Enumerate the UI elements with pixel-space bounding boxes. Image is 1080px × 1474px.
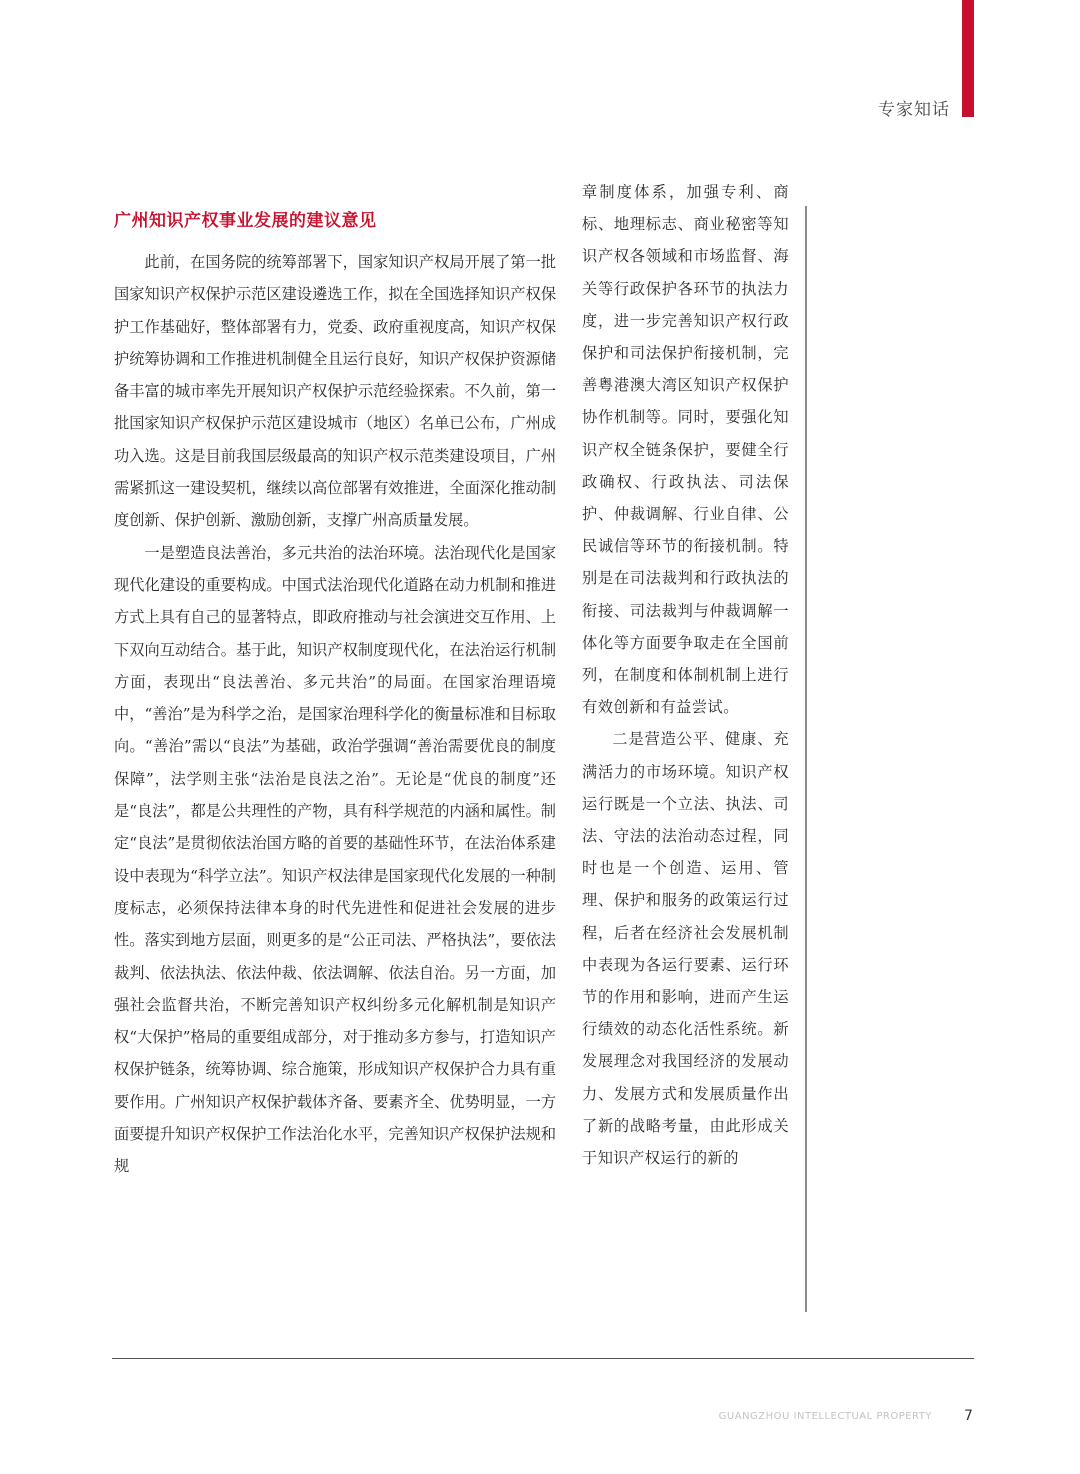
- article-title: 广州知识产权事业发展的建议意见: [114, 211, 377, 231]
- right-column: [582, 176, 789, 1174]
- section-label: 专家知话: [878, 100, 950, 120]
- header-accent-bar: [962, 0, 974, 117]
- paragraph-point-one: 一是塑造良法善治，多元共治的法治环境。法治现代化是国家现代化建设的重要构成。中国式法治现代化道路在动力机制和推进方式上具有自己的显著特点，即政府推动与社会演进交互作用、上下双向互动结合。基于此，知识产权制度现代化，在法治运行机制方面，表现出“良法善治、多元共治”的局面。在国家治理语境中，“善治”是为科学之治，是国家治理科学化的衡量标准和目标取向。“善治”需以“良法”为基础，政治学强调“善治需要优良的制度保障”，法学则主张“法治是良法之治”。无论是“优良的制度”还是“良法”，都是公共理性的产物，具有科学规范的内涵和属性。制定“良法”是贯彻依法治国方略的首要的基础性环节，在法治体系建设中表现为“科学立法”。知识产权法律是国家现代化发展的一种制度标志，必须保持法律本身的时代先进性和促进社会发展的进步性。落实到地方层面，则更多的是“公正司法、严格执法”，要依法裁判、依法执法、依法仲裁、依法调解、依法自治。另一方面，加强社会监督共治，不断完善知识产权纠纷多元化解机制是知识产权“大保护”格局的重要组成部分，对于推动多方参与，打造知识产权保护链条，统筹协调、综合施策，形成知识产权保护合力具有重要作用。广州知识产权保护载体齐备、要素齐全、优势明显，一方面要提升知识产权保护工作法治化水平，完善知识产权保护法规和规: [114, 543, 556, 1176]
- page-number: 7: [964, 1408, 973, 1424]
- column-divider: [805, 206, 807, 1312]
- left-column: [114, 246, 556, 1183]
- footer-publication: GUANGZHOU INTELLECTUAL PROPERTY: [718, 1411, 932, 1422]
- paragraph-point-two: 二是营造公平、健康、充满活力的市场环境。知识产权运行既是一个立法、执法、司法、守法的法治动态过程，同时也是一个创造、运用、管理、保护和服务的政策运行过程，后者在经济社会发展机制中表现为各运行要素、运行环节的作用和影响，进而产生运行绩效的动态化活性系统。新发展理念对我国经济的发展动力、发展方式和发展质量作出了新的战略考量，由此形成关于知识产权运行的新的: [582, 730, 789, 1168]
- paragraph-intro: 此前，在国务院的统筹部署下，国家知识产权局开展了第一批国家知识产权保护示范区建设遴选工作，拟在全国选择知识产权保护工作基础好，整体部署有力，党委、政府重视度高，知识产权保护统筹协调和工作推进机制健全且运行良好，知识产权保护资源储备丰富的城市率先开展知识产权保护示范经验探索。不久前，第一批国家知识产权保护示范区建设城市（地区）名单已公布，广州成功入选。这是目前我国层级最高的知识产权示范类建设项目，广州需紧抓这一建设契机，继续以高位部署有效推进，全面深化推动制度创新、保护创新、激励创新，支撑广州高质量发展。: [114, 253, 556, 530]
- paragraph-continuation: 章制度体系，加强专利、商标、地理标志、商业秘密等知识产权各领域和市场监督、海关等行政保护各环节的执法力度，进一步完善知识产权行政保护和司法保护衔接机制，完善粤港澳大湾区知识产权保护协作机制等。同时，要强化知识产权全链条保护，要健全行政确权、行政执法、司法保护、仲裁调解、行业自律、公民诚信等环节的衔接机制。特别是在司法裁判和行政执法的衔接、司法裁判与仲裁调解一体化等方面要争取走在全国前列，在制度和体制机制上进行有效创新和有益尝试。: [582, 183, 789, 717]
- footer-divider: [112, 1358, 974, 1359]
